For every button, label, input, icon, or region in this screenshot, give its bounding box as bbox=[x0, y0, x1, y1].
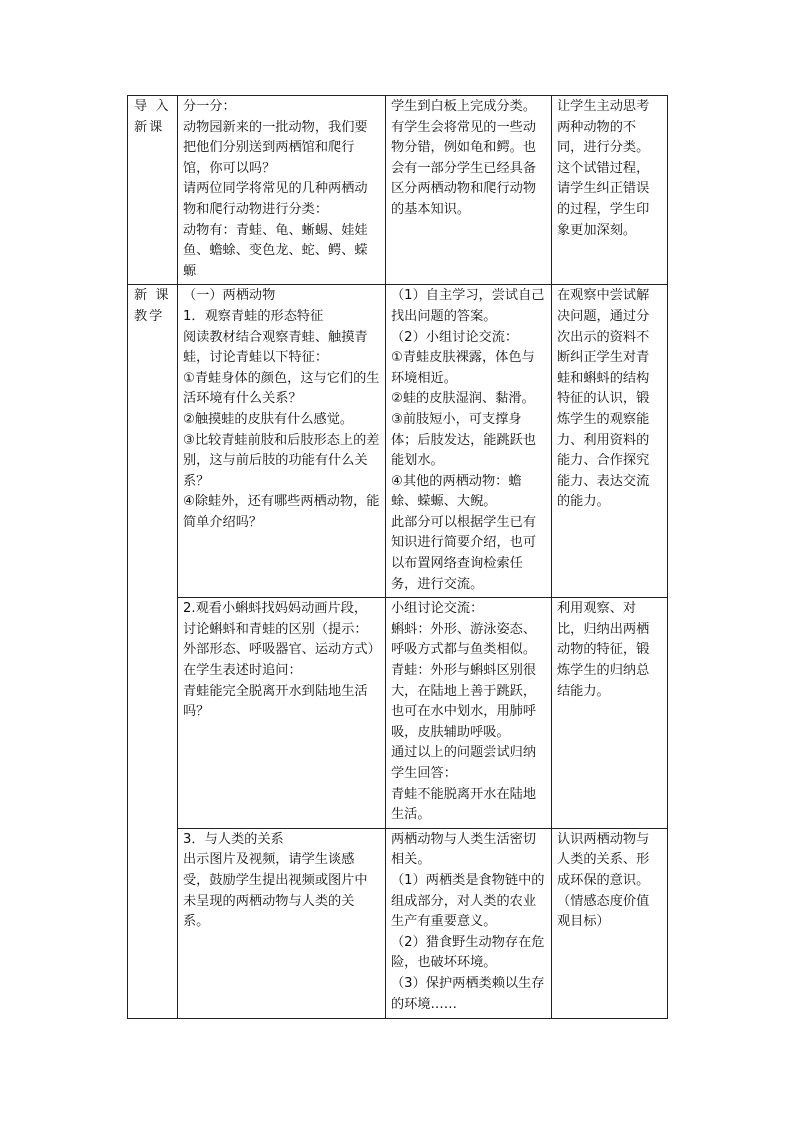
stage-label: 教学 bbox=[134, 308, 165, 324]
teacher-activity-cell bbox=[178, 598, 386, 829]
lesson-plan-table bbox=[127, 95, 668, 1019]
teacher-text: ①青蛙身体的颜色，这与它们的生活环境有什么关系？ bbox=[183, 370, 380, 407]
intent-text: 在观察中尝试解决问题，通过分次出示的资料不断纠正学生对青蛙和蝌蚪的结构特征的认识，锻炼学生的观察能力、利用资料的能力、合作探究能力、表达交流的能力。 bbox=[557, 288, 650, 510]
stage-label: 新课 bbox=[134, 119, 165, 135]
stage-label: 导 入 bbox=[134, 99, 171, 114]
student-text: ②蛙的皮肤湿润、黏滑。 bbox=[391, 391, 535, 407]
intent-text: 利用观察、对比，归纳出两栖动物的特征，锻炼学生的归纳总结能力。 bbox=[557, 601, 650, 699]
design-intent-cell bbox=[552, 285, 668, 598]
design-intent-cell bbox=[552, 598, 668, 829]
student-text: 通过以上的问题尝试归纳学生回答： bbox=[391, 745, 537, 781]
teacher-text: 在学生表述时追问： bbox=[183, 663, 302, 679]
teacher-text: 请两位同学将常见的几种两栖动物和爬行动物进行分类： bbox=[183, 181, 368, 217]
student-text: （1）自主学习，尝试自己找出问题的答案。 bbox=[391, 288, 545, 324]
stage-cell bbox=[128, 285, 178, 1018]
teacher-text: 2.观看小蝌蚪找妈妈动画片段，讨论蝌蚪和青蛙的区别（提示：外部形态、呼吸器官、运动方式） bbox=[183, 601, 381, 658]
stage-label: 新 课 bbox=[134, 288, 171, 304]
teacher-text: 1．观察青蛙的形态特征 bbox=[183, 308, 324, 324]
teacher-activity-cell bbox=[178, 96, 386, 285]
design-intent-cell bbox=[552, 828, 668, 1018]
student-text: （2）小组讨论交流： bbox=[391, 329, 519, 345]
student-activity-cell bbox=[386, 285, 552, 598]
student-text: 学生到白板上完成分类。有学生会将常见的一些动物分错，例如龟和鳄。也会有一部分学生已经具备区分两栖动物和爬行动物的基本知识。 bbox=[391, 99, 537, 217]
table-row bbox=[128, 96, 668, 285]
student-activity-cell bbox=[386, 598, 552, 829]
table-row bbox=[128, 828, 668, 1018]
teacher-activity-cell bbox=[178, 828, 386, 1018]
student-text: 青蛙：外形与蝌蚪区别很大，在陆地上善于跳跃，也可在水中划水，用肺呼吸，皮肤辅助呼吸。 bbox=[391, 663, 537, 740]
student-text: ③前肢短小，可支撑身体；后肢发达，能跳跃也能划水。 bbox=[391, 411, 537, 469]
table-row bbox=[128, 598, 668, 829]
teacher-text: 动物有：青蛙、龟、蜥蜴、娃娃鱼、蟾蜍、变色龙、蛇、鳄、蝾螈 bbox=[183, 222, 368, 279]
student-activity-cell bbox=[386, 96, 552, 285]
teacher-text: 青蛙能完全脱离开水到陆地生活吗？ bbox=[183, 683, 368, 720]
table-row bbox=[128, 285, 668, 598]
student-activity-cell bbox=[386, 828, 552, 1018]
teacher-activity-cell bbox=[178, 285, 386, 598]
teacher-text: 分一分： bbox=[183, 99, 236, 114]
student-text: （3）保护两栖类赖以生存的环境…… bbox=[391, 975, 545, 1012]
teacher-text: 出示图片及视频，请学生谈感受，鼓励学生提出视频或图片中未呈现的两栖动物与人类的关系。 bbox=[183, 852, 368, 930]
teacher-text: 动物园新来的一批动物，我们要把他们分别送到两栖馆和爬行馆，你可以吗？ bbox=[183, 119, 368, 176]
teacher-text: （一）两栖动物 bbox=[183, 288, 276, 304]
student-text: （1）两栖类是食物链中的组成部分，对人类的农业生产有重要意义。 bbox=[391, 872, 545, 930]
teacher-text: ④除蛙外，还有哪些两栖动物，能简单介绍吗？ bbox=[183, 494, 380, 530]
intent-text: 认识两栖动物与人类的关系、形成环保的意识。（情感态度价值观目标） bbox=[557, 831, 650, 930]
intent-text: 让学生主动思考两种动物的不同，进行分类。这个试错过程，请学生纠正错误的过程，学生印象更加深刻。 bbox=[557, 99, 650, 238]
student-text: 蝌蚪：外形、游泳姿态、呼吸方式都与鱼类相似。 bbox=[391, 621, 537, 658]
student-text: 此部分可以根据学生已有知识进行简要介绍，也可以布置网络查询检索任务，进行交流。 bbox=[391, 514, 537, 592]
student-text: 两栖动物与人类生活密切相关。 bbox=[391, 831, 537, 868]
design-intent-cell bbox=[552, 96, 668, 285]
student-text: ④其他的两栖动物：蟾蜍、蝾螈、大鲵。 bbox=[391, 473, 522, 510]
student-text: 青蛙不能脱离开水在陆地生活。 bbox=[391, 786, 537, 823]
teacher-text: 3．与人类的关系 bbox=[183, 831, 284, 847]
teacher-text: ③比较青蛙前肢和后肢形态上的差别，这与前后肢的功能有什么关系？ bbox=[183, 432, 380, 489]
student-text: 小组讨论交流： bbox=[391, 601, 484, 617]
stage-cell bbox=[128, 96, 178, 285]
teacher-text: 阅读教材结合观察青蛙、触摸青蛙，讨论青蛙以下特征： bbox=[183, 329, 368, 366]
student-text: （2）猎食野生动物存在危险，也破坏环境。 bbox=[391, 934, 545, 971]
teacher-text: ②触摸蛙的皮肤有什么感觉。 bbox=[183, 411, 354, 427]
student-text: ①青蛙皮肤裸露，体色与环境相近。 bbox=[391, 350, 535, 386]
